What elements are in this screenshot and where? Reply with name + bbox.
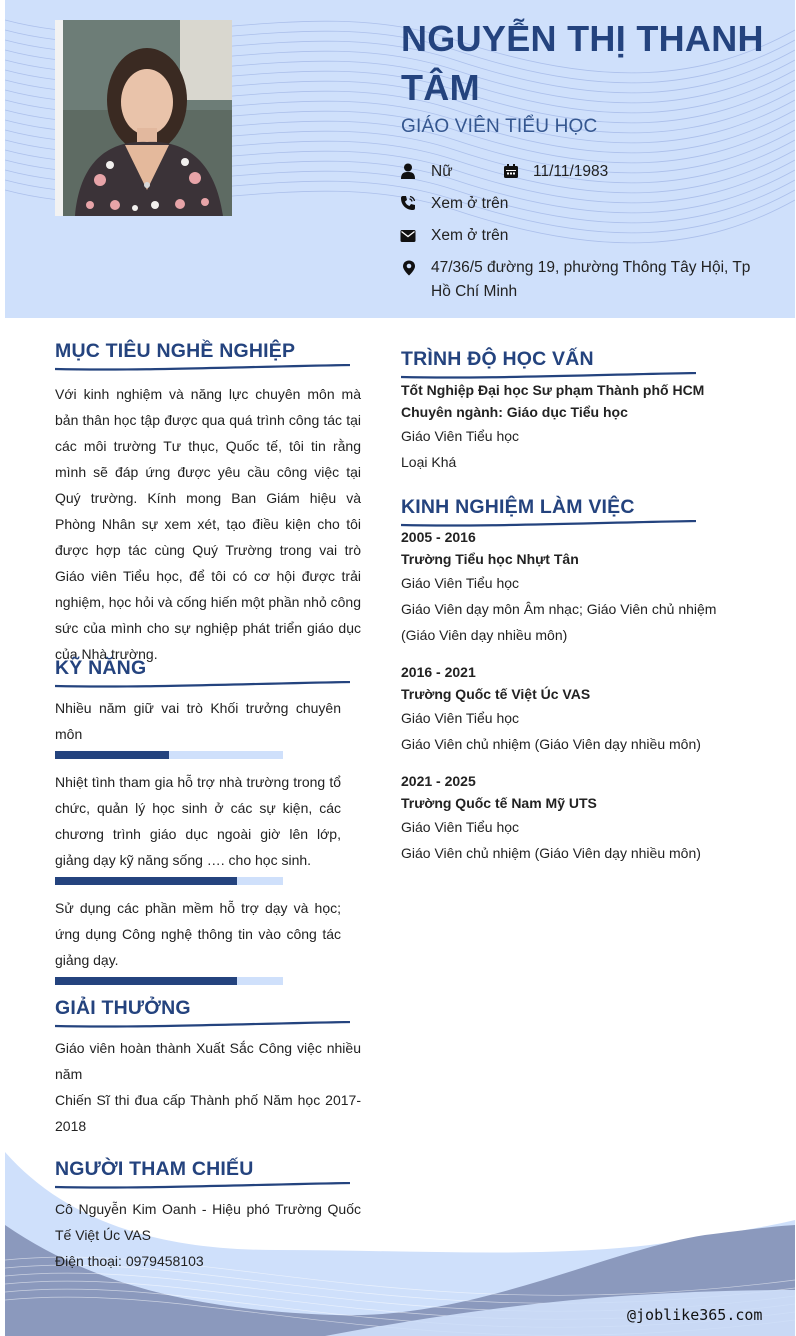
header <box>5 0 795 318</box>
skill-level-fill <box>55 751 169 759</box>
job-entry <box>401 770 751 866</box>
job-position: Giáo Viên Tiểu học <box>401 575 520 591</box>
education-major: Chuyên ngành: Giáo dục Tiểu học <box>401 404 628 420</box>
skills-section <box>55 655 361 995</box>
education-degree: Giáo Viên Tiểu học <box>401 428 520 444</box>
job-entry <box>401 661 751 757</box>
reference-contact: Cô Nguyễn Kim Oanh - Hiệu phó Trường Quốc Tế Việt Úc VAS <box>55 1201 361 1243</box>
job-description: Giáo Viên dạy môn Âm nhạc; Giáo Viên chủ nhiệm (Giáo Viên dạy nhiều môn) <box>401 601 717 643</box>
user-icon <box>400 163 416 179</box>
references-title: NGƯỜI THAM CHIẾU <box>55 1158 254 1180</box>
references-section <box>55 1156 361 1274</box>
job-company: Trường Tiểu học Nhựt Tân <box>401 551 579 567</box>
awards-section <box>55 995 361 1139</box>
skills-title: KỸ NĂNG <box>55 657 147 679</box>
skill-text: Nhiệt tình tham gia hỗ trợ nhà trường trong tổ chức, quản lý học sinh ở các sự kiện, các chương trình giáo dục ngoài giờ lên lớp, giảng dạy kỹ năng sống …. cho học sinh. <box>55 774 341 868</box>
skill-level-bar <box>55 751 283 759</box>
calendar-icon <box>503 163 519 179</box>
job-position: Giáo Viên Tiểu học <box>401 710 520 726</box>
skill-item <box>55 695 361 759</box>
job-period: 2016 - 2021 <box>401 664 476 680</box>
gender-value: Nữ <box>431 163 453 180</box>
job-description: Giáo Viên chủ nhiệm (Giáo Viên dạy nhiều môn) <box>401 736 701 752</box>
phone-value: Xem ở trên <box>431 195 509 212</box>
objective-text: Với kinh nghiệm và năng lực chuyên môn mà bản thân học tập được qua quá trình công tác tại các môi trường Tư thục, Quốc tế, tôi tin rằng mình sẽ đáp ứng được yêu cầu công việc tại Quý trường. Kính mong Ban Giám hiệu và Phòng Nhân sự xem xét, tạo điều kiện cho tôi được hợp tác cùng Quý Trường trong vai trò Giáo viên Tiểu học, để tôi có cơ hội được trải nghiệm, học hỏi và cống hiến một phần nhỏ công sức của mình cho sự nghiệp phát triển giáo dục của Nhà trường. <box>55 386 361 662</box>
job-period: 2021 - 2025 <box>401 773 476 789</box>
experience-title: KINH NGHIỆM LÀM VIỆC <box>401 496 635 518</box>
job-period: 2005 - 2016 <box>401 529 476 545</box>
profile-photo <box>55 20 232 216</box>
skill-text: Sử dụng các phần mềm hỗ trợ dạy và học; ứng dụng Công nghệ thông tin vào công tác giảng dạy. <box>55 900 341 968</box>
objective-title: MỤC TIÊU NGHỀ NGHIỆP <box>55 340 296 362</box>
skills-title-underline <box>55 681 350 689</box>
job-company: Trường Quốc tế Nam Mỹ UTS <box>401 795 597 811</box>
skill-item <box>55 895 361 985</box>
name-line-1: NGUYỄN THỊ THANH <box>401 18 764 59</box>
map-marker-icon <box>401 260 417 276</box>
phone-icon <box>400 195 416 211</box>
awards-title: GIẢI THƯỞNG <box>55 997 191 1019</box>
reference-phone: Điện thoại: 0979458103 <box>55 1253 204 1269</box>
award-item: Giáo viên hoàn thành Xuất Sắc Công việc nhiều năm <box>55 1040 361 1082</box>
job-title: GIÁO VIÊN TIỂU HỌC <box>401 116 598 137</box>
job-description: Giáo Viên chủ nhiệm (Giáo Viên dạy nhiều môn) <box>401 845 701 861</box>
watermark: @joblike365.com <box>627 1306 763 1324</box>
objective-title-underline <box>55 364 350 372</box>
job-company: Trường Quốc tế Việt Úc VAS <box>401 686 591 702</box>
skill-level-bar <box>55 877 283 885</box>
education-grade: Loại Khá <box>401 454 457 470</box>
skill-level-fill <box>55 877 237 885</box>
envelope-icon <box>400 228 416 244</box>
skill-level-fill <box>55 977 237 985</box>
name-line-2: TÂM <box>401 67 480 108</box>
address-value: 47/36/5 đường 19, phường Thông Tây Hội, Tp Hồ Chí Minh <box>431 259 751 300</box>
education-title: TRÌNH ĐỘ HỌC VẤN <box>401 348 594 370</box>
awards-title-underline <box>55 1021 350 1029</box>
job-entry <box>401 526 751 648</box>
skill-text: Nhiều năm giữ vai trò Khối trưởng chuyên môn <box>55 700 341 742</box>
resume-page <box>5 0 795 1336</box>
education-section <box>401 346 751 475</box>
education-school: Tốt Nghiệp Đại học Sư phạm Thành phố HCM <box>401 382 705 398</box>
birthday-value: 11/11/1983 <box>533 163 609 180</box>
skill-item <box>55 769 361 885</box>
award-item: Chiến Sĩ thi đua cấp Thành phố Năm học 2017-2018 <box>55 1092 361 1134</box>
skill-level-bar <box>55 977 283 985</box>
email-value: Xem ở trên <box>431 227 509 244</box>
job-position: Giáo Viên Tiểu học <box>401 819 520 835</box>
skills-list <box>55 695 361 985</box>
references-title-underline <box>55 1182 350 1190</box>
objective-section <box>55 338 361 667</box>
experience-section <box>401 494 751 866</box>
candidate-name <box>401 14 781 112</box>
